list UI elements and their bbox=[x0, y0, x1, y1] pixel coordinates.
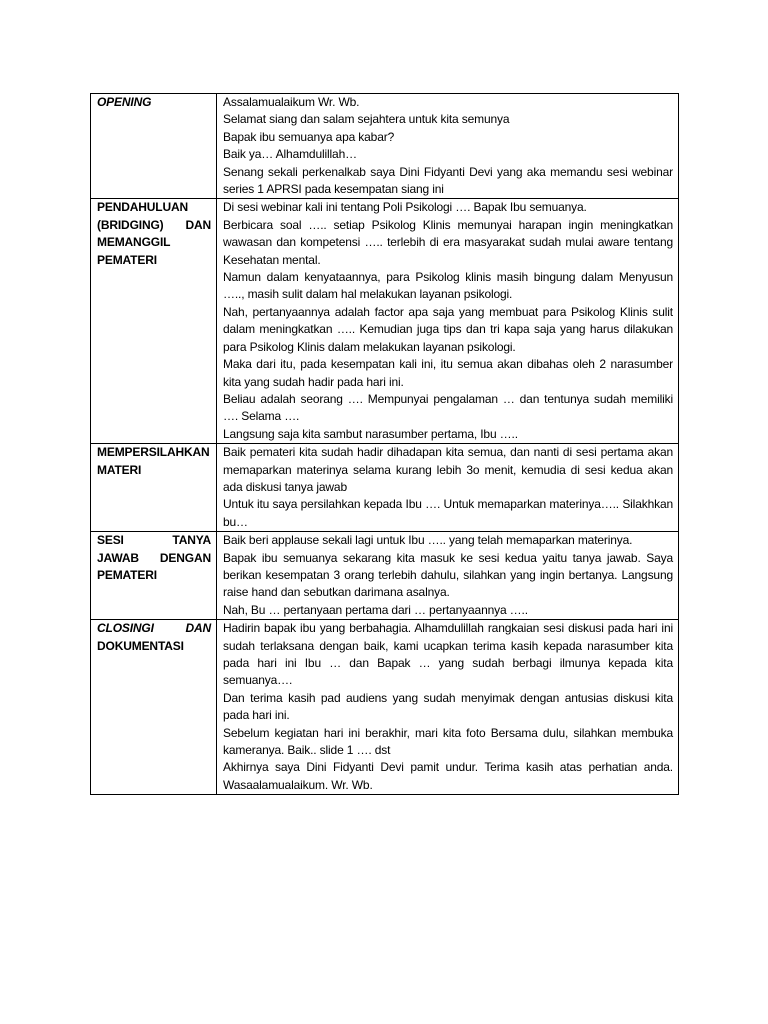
content-paragraph: Assalamualaikum Wr. Wb. bbox=[223, 95, 360, 109]
label-line: MATERI bbox=[97, 462, 142, 477]
section-content-opening bbox=[217, 94, 679, 199]
content-paragraph: Dan terima kasih pad audiens yang sudah menyimak dengan antusias diskusi kita pada hari ini. bbox=[223, 690, 673, 723]
label-line: SESI TANYA bbox=[97, 533, 211, 548]
content-paragraph: Bapak ibu semuanya apa kabar? bbox=[223, 129, 395, 144]
section-content-pendahuluan bbox=[217, 199, 679, 444]
content-paragraph: Selamat siang dan salam sejahtera untuk kita semunya bbox=[223, 112, 510, 127]
table-row-pendahuluan bbox=[91, 199, 679, 444]
content-paragraph: Nah, Bu … pertanyaan pertama dari … pertanyaannya ….. bbox=[223, 602, 528, 617]
label-line: PENDAHULUAN bbox=[97, 200, 189, 215]
table-row-opening bbox=[91, 94, 679, 199]
content-paragraph: Langsung saja kita sambut narasumber pertama, Ibu ….. bbox=[223, 426, 518, 441]
section-label-closing bbox=[91, 620, 217, 795]
content-paragraph: Senang sekali perkenalkab saya Dini Fidyanti Devi yang aka memandu sesi webinar series 1 APRSI pada kesempatan siang ini bbox=[223, 164, 673, 197]
label-italic-part: CLOSINGI DAN bbox=[97, 621, 211, 636]
section-content-closing bbox=[217, 620, 679, 795]
section-content-sesi-tanya-jawab bbox=[217, 532, 679, 620]
label-line: OPENING bbox=[97, 95, 152, 109]
section-label-sesi-tanya-jawab bbox=[91, 532, 217, 620]
section-label-pendahuluan bbox=[91, 199, 217, 444]
section-label-mempersilahkan bbox=[91, 444, 217, 532]
label-line: PEMATERI bbox=[97, 252, 157, 267]
label-line: JAWAB DENGAN bbox=[97, 550, 211, 565]
content-paragraph: Baik beri applause sekali lagi untuk Ibu ….. yang telah memaparkan materinya. bbox=[223, 533, 633, 548]
label-line: MEMPERSILAHKAN bbox=[97, 445, 210, 460]
table-row-mempersilahkan bbox=[91, 444, 679, 532]
content-paragraph: Baik ya… Alhamdulillah… bbox=[223, 147, 357, 162]
label-line: PEMATERI bbox=[97, 567, 157, 582]
label-line: DOKUMENTASI bbox=[97, 638, 184, 653]
content-paragraph: Namun dalam kenyataannya, para Psikolog klinis masih bingung dalam Menyusun ….., masih sulit dalam hal melakukan layanan psikologi. bbox=[223, 270, 673, 302]
content-paragraph: Beliau adalah seorang …. Mempunyai pengalaman … dan tentunya sudah memiliki …. Selama …. bbox=[223, 391, 673, 424]
section-label-opening bbox=[91, 94, 217, 199]
section-content-mempersilahkan bbox=[217, 444, 679, 532]
label-line bbox=[97, 620, 211, 637]
label-line: (BRIDGING) DAN bbox=[97, 217, 211, 232]
script-table bbox=[90, 93, 679, 795]
content-paragraph: Berbicara soal ….. setiap Psikolog Klinis memunyai harapan ingin meningkatkan wawasan dan kompetensi ….. terlebih di era masyarakat sudah mulai aware tentang Kesehatan mental. bbox=[223, 217, 673, 267]
content-paragraph: Nah, pertanyaannya adalah factor apa saja yang membuat para Psikolog Klinis sulit dalam meningkatkan ….. Kemudian juga tips dan tri kapa saja yang harus dilakukan para Psikolog Klinis dalam melakukan layanan psikologi. bbox=[223, 304, 673, 354]
content-paragraph: Baik pemateri kita sudah hadir dihadapan kita semua, dan nanti di sesi pertama akan memaparkan materinya selama kurang lebih 3o menit, kemudia di sesi kedua akan ada diskusi tanya jawab bbox=[223, 445, 673, 494]
content-paragraph: Untuk itu saya persilahkan kepada Ibu …. Untuk memaparkan materinya….. Silakhkan bu… bbox=[223, 497, 673, 529]
content-paragraph: Bapak ibu semuanya sekarang kita masuk ke sesi kedua yaitu tanya jawab. Saya berikan kesempatan 3 orang terlebih dahulu, silahkan yang ingin bertanya. Langsung raise hand dan sebutkan darimana asalnya. bbox=[223, 550, 673, 600]
content-paragraph: Sebelum kegiatan hari ini berakhir, mari kita foto Bersama dulu, silahkan membuka kameranya. Baik.. slide 1 …. dst bbox=[223, 725, 673, 758]
content-paragraph: Hadirin bapak ibu yang berbahagia. Alhamdulillah rangkaian sesi diskusi pada hari ini sudah terlaksana dengan baik, kami ucapkan terima kasih kepada narasumber kita pada hari ini Ibu … dan Bapak … yang sudah berbagi ilmunya kepada kita semuanya…. bbox=[223, 621, 673, 688]
table-row-sesi-tanya-jawab bbox=[91, 532, 679, 620]
content-paragraph: Di sesi webinar kali ini tentang Poli Psikologi …. Bapak Ibu semuanya. bbox=[223, 200, 587, 215]
content-paragraph: Akhirnya saya Dini Fidyanti Devi pamit undur. Terima kasih atas perhatian anda. Wasaalamualaikum. Wr. Wb. bbox=[223, 760, 673, 792]
table-row-closing bbox=[91, 620, 679, 795]
label-line: MEMANGGIL bbox=[97, 235, 171, 250]
content-paragraph: Maka dari itu, pada kesempatan kali ini, itu semua akan dibahas oleh 2 narasumber kita yang sudah hadir pada hari ini. bbox=[223, 357, 673, 389]
